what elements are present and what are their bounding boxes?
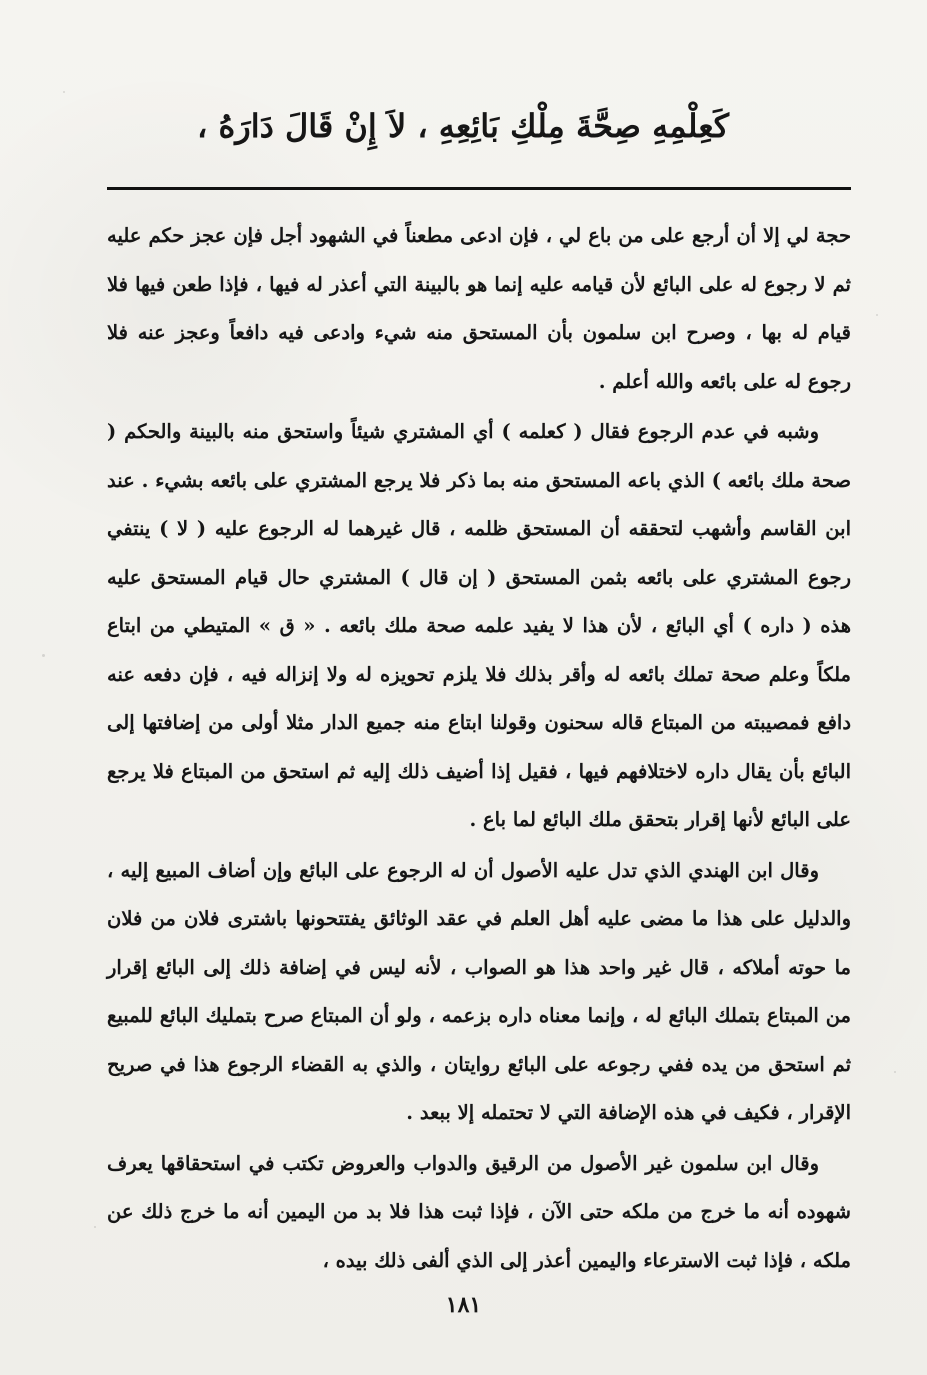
body-paragraph: وشبه في عدم الرجوع فقال ( كعلمه ) أي المشتري شيئاً واستحق منه بالبينة والحكم ( صحة ملك بائعه ) الذي باعه المستحق منه بما ذكر فلا يرجع المشتري على بائعه بشيء . عند ابن القاسم وأشهب لتحققه أن المستحق ظلمه ، قال غيرهما له الرجوع عليه ( لا ) ينتفي رجوع المشتري على بائعه بثمن المستحق ( إن قال ) المشتري حال قيام المستحق عليه هذه ( داره ) أي البائع ، لأن هذا لا يفيد علمه صحة ملك بائعه . « ق » المتيطي من ابتاع ملكاً وعلم صحة تملك بائعه له وأقر بذلك فلا يلزم تحويزه له ولا إنزاله فيه ، فإن دفعه عنه دافع فمصيبته من المبتاع قاله سحنون وقولنا ابتاع منه جميع الدار مثلا أولى من إضافتها إلى البائع بأن يقال داره لاختلافهم فيها ، فقيل إذا أضيف ذلك إليه ثم استحق من المبتاع فلا يرجع على البائع لأنها إقرار بتحقق ملك البائع لما باع . <box>107 420 851 831</box>
scan-speck <box>876 314 878 316</box>
scan-speck <box>894 1071 896 1073</box>
header-rule <box>107 187 851 190</box>
scan-speck <box>94 1226 96 1228</box>
body-paragraph: وقال ابن الهندي الذي تدل عليه الأصول أن له الرجوع على البائع وإن أضاف المبيع إليه ، والدليل على هذا ما مضى عليه أهل العلم في عقد الوثائق يفتتحونها باشترى فلان من فلان ما حوته أملاكه ، قال غير واحد هذا هو الصواب ، لأنه ليس في إضافة ذلك إلى البائع إقرار من المبتاع بتملك البائع له ، وإنما معناه داره بزعمه ، ولو أن المبتاع صرح بتمليك البائع للمبيع ثم استحق من يده ففي رجوعه على البائع روايتان ، والذي به القضاء الرجوع هذا في صريح الإقرار ، فكيف في هذه الإضافة التي لا تحتمله إلا ببعد . <box>107 858 851 1124</box>
body-paragraph: وقال ابن سلمون غير الأصول من الرقيق والدواب والعروض تكتب في استحقاقها يعرف شهوده أنه ما خرج من ملكه حتى الآن ، فإذا ثبت هذا فلا بد من اليمين أنه ما خرج ذلك عن ملكه ، فإذا ثبت الاسترعاء واليمين أعذر إلى الذي ألفى ذلك بيده ، <box>107 1151 851 1272</box>
page-body <box>107 212 851 1285</box>
scan-speck <box>42 654 45 657</box>
body-paragraph: حجة لي إلا أن أرجع على من باع لي ، فإن ادعى مطعناً في الشهود أجل فإن عجز حكم عليه ثم لا رجوع له على البائع لأن قيامه عليه إنما هو بالبينة التي أعذر له فيها ، فإذا طعن فيها فلا قيام له بها ، وصرح ابن سلمون بأن المستحق منه شيء وادعى فيه دافعاً وعجز عنه فلا رجوع له على بائعه والله أعلم . <box>107 224 851 393</box>
scan-speck <box>63 91 65 93</box>
page-title: كَعِلْمِهِ صِحَّةَ مِلْكِ بَائِعِهِ ، لاَ إِنْ قَالَ دَارَهُ ، <box>197 107 729 145</box>
page-number: ١٨١ <box>445 1292 482 1318</box>
